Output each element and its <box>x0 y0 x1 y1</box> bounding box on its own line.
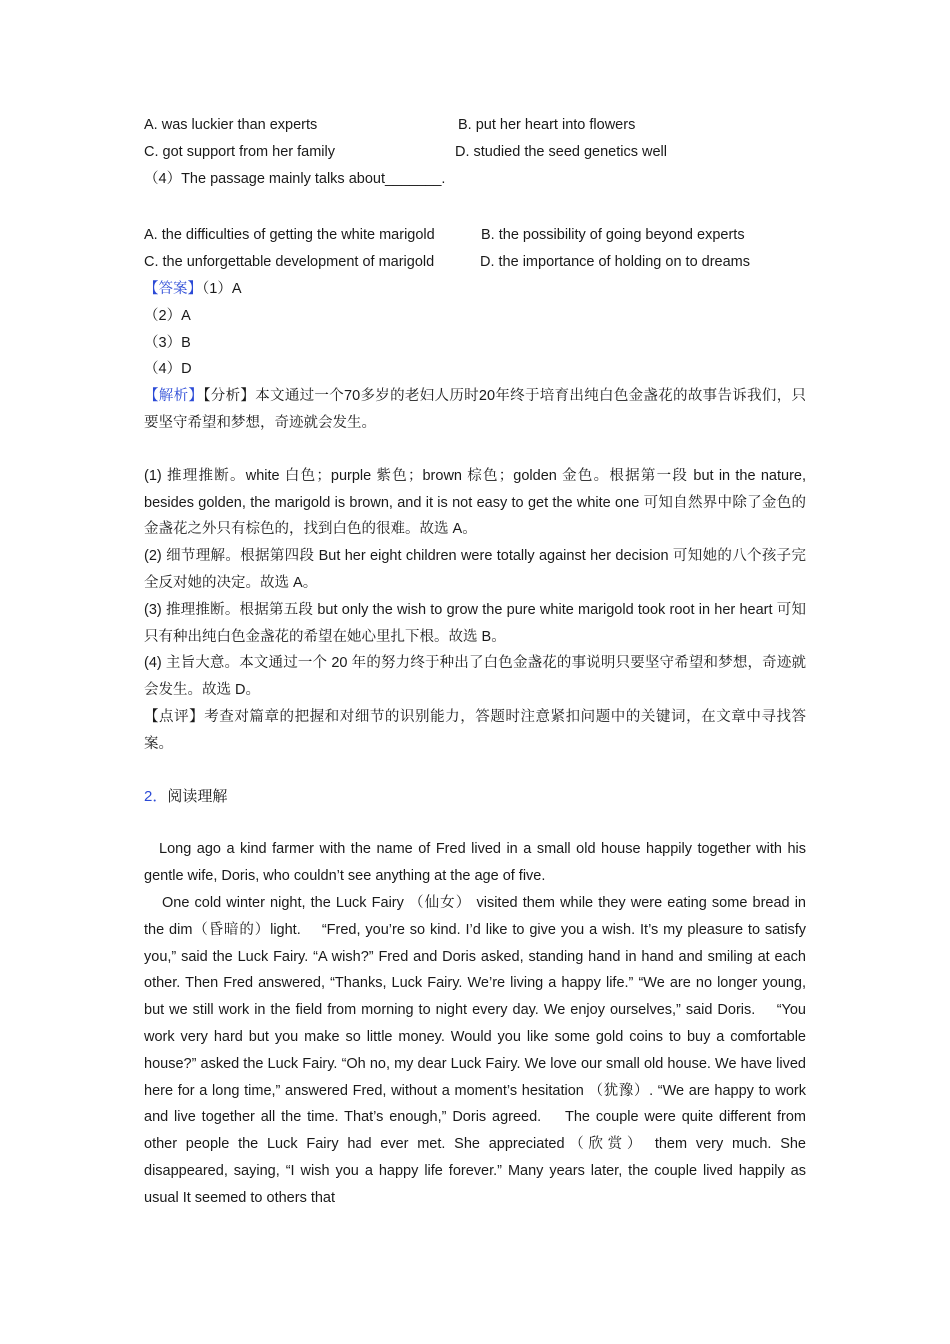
passage-paragraph-1: Long ago a kind farmer with the name of Fred lived in a small old house happily together with his gentle wife, Doris, who couldn’t see anything at the age of five. <box>144 841 806 885</box>
answer-2: （2）A <box>144 307 191 324</box>
q3-option-c: C. got support from her family <box>144 143 335 160</box>
q3-options-row-1 <box>144 112 806 139</box>
passage-paragraph-2: One cold winter night, the Luck Fairy （仙女） visited them while they were eating some bread in the dim（昏暗的）light. “Fred, you’re so kind. I’d like to give you a wish. It’s my pleasure to satisfy you,” said the Luck Fairy. “A wish?” Fred and Doris asked, standing hand in hand and smiling at each other. Then Fred answered, “Thanks, Luck Fairy. We’re living a happy life.” “We are no longer young, but we still work in the field from morning to night every day. We enjoy ourselves,” said Doris. “You work very hard but you make so little money. Would you like some gold coins to buy a comfortable house?” asked the Luck Fairy. “Oh no, my dear Luck Fairy. We love our small old house. We have lived here for a long time,” answered Fred, without a moment’s hesitation （犹豫）. “We are happy to work and live together all the time. That’s enough,” Doris agreed. The couple were quite different from other people the Luck Fairy had ever met. She appreciated（欣赏） them very much. She disappeared, saying, “I wish you a happy life forever.” Many years later, the couple lived happily as usual It seemed to others that <box>144 894 806 1206</box>
q4-option-b: B. the possibility of going beyond experts <box>481 227 745 244</box>
q3-option-a: A. was luckier than experts <box>144 117 318 133</box>
section-2-heading <box>144 784 806 811</box>
spacer <box>144 192 806 222</box>
q4-option-c: C. the unforgettable development of marigold <box>144 254 435 271</box>
analysis-label: 【解析】 <box>144 388 204 405</box>
analysis-intro-text: 【分析】本文通过一个70多岁的老妇人历时20年终于培育出纯白色金盏花的故事告诉我们，只要坚守希望和梦想，奇迹就会发生。 <box>144 388 806 431</box>
q4-option-a: A. the difficulties of getting the white marigold <box>144 227 435 244</box>
document-page <box>144 112 806 1211</box>
q4-options-row-2 <box>144 249 806 276</box>
analysis-item-4: (4) 主旨大意。本文通过一个 20 年的努力终于种出了白色金盏花的事说明只要坚守希望和梦想，奇迹就会发生。故选 D。 <box>144 655 806 699</box>
analysis-comment: 【点评】考查对篇章的把握和对细节的识别能力，答题时注意紧扣问题中的关键词，在文章中寻找答案。 <box>144 708 806 752</box>
answer-label: 【答案】 <box>144 280 202 297</box>
answer-line <box>144 276 806 303</box>
q4-option-d: D. the importance of holding on to dreams <box>480 254 751 271</box>
spacer <box>144 758 806 784</box>
spacer <box>144 810 806 836</box>
q4-stem: （4）The passage mainly talks about_______. <box>144 170 446 187</box>
analysis-intro <box>144 383 806 437</box>
q3-option-d: D. studied the seed genetics well <box>455 143 667 160</box>
spacer <box>144 437 806 463</box>
answer-3: （3）B <box>144 334 191 351</box>
section-2-title: 阅读理解 <box>167 787 228 805</box>
section-2-number: 2． <box>144 787 168 805</box>
analysis-item-2: (2) 细节理解。根据第四段 But her eight children were totally against her decision 可知她的八个孩子完全反对她的决定。故选 A。 <box>144 548 806 591</box>
q3-options-row-2 <box>144 139 806 166</box>
q4-options-row-1 <box>144 222 806 249</box>
answer-1: （1）A <box>202 280 242 297</box>
analysis-item-3: (3) 推理推断。根据第五段 but only the wish to grow the pure white marigold took root in her heart 可知只有种出纯白色金盏花的希望在她心里扎下根。故选 B。 <box>144 601 806 645</box>
analysis-item-1: (1) 推理推断。white 白色；purple 紫色；brown 棕色；golden 金色。根据第一段 but in the nature, besides golden, the marigold is brown, and it is not easy to get the white one 可知自然界中除了金色的金盏花之外只有棕色的，找到白色的很难。故选 A。 <box>144 467 806 538</box>
q3-option-b: B. put her heart into flowers <box>458 117 636 133</box>
answer-4: （4）D <box>144 361 192 378</box>
